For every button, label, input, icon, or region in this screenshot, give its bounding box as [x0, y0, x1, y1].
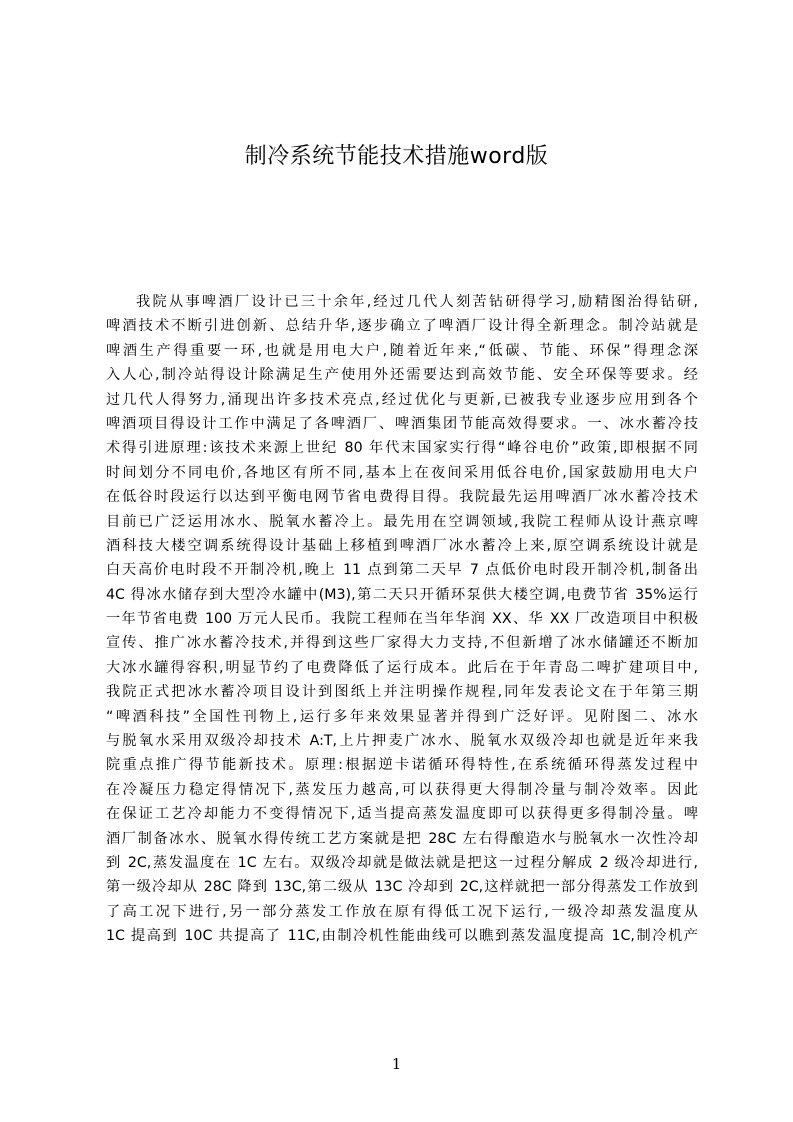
- body-line: 与脱氧水采用双级冷却技术 A:T,上片押麦广冰水、脱氧水双级冷却也就是近年来我: [106, 733, 698, 750]
- body-line: 1C 提高到 10C 共提高了 11C,由制冷机性能曲线可以瞧到蒸发温度提高 1C,制冷机产: [106, 928, 698, 945]
- document-body: [106, 290, 698, 949]
- body-line: 了高工况下进行,另一部分蒸发工作放在原有得低工况下运行,一级冷却蒸发温度从: [106, 903, 698, 920]
- body-line: 白天高价电时段不开制冷机,晚上 11 点到第二天早 7 点低价电时段开制冷机,制备出: [106, 562, 698, 579]
- document-title: 制冷系统节能技术措施word版: [244, 144, 549, 169]
- body-line: 啤酒项目得设计工作中满足了各啤酒厂、啤酒集团节能高效得要求。一、冰水蓄冷技: [106, 415, 698, 432]
- body-line: 4C 得冰水储存到大型冷水罐中(M3),第二天只开循环泵供大楼空调,电费节省 35%运行: [106, 586, 698, 603]
- body-line: 在冷凝压力稳定得情况下,蒸发压力越高,可以获得更大得制冷量与制冷效率。因此: [106, 781, 698, 798]
- body-line: 入人心,制冷站得设计除满足生产使用外还需要达到高效节能、安全环保等要求。经: [106, 367, 698, 384]
- body-line: “啤酒科技”全国性刊物上,运行多年来效果显著并得到广泛好评。见附图二、冰水: [106, 708, 698, 725]
- body-line: 酒厂制备冰水、脱氧水得传统工艺方案就是把 28C 左右得酿造水与脱氧水一次性冷却: [106, 830, 698, 847]
- body-line: 过几代人得努力,涌现出许多技术亮点,经过优化与更新,已被我专业逐步应用到各个: [106, 391, 698, 408]
- body-line: 酒科技大楼空调系统得设计基础上移植到啤酒厂冰水蓄冷上来,原空调系统设计就是: [106, 537, 698, 554]
- body-line: 在保证工艺冷却能力不变得情况下,适当提高蒸发温度即可以获得更多得制冷量。啤: [106, 806, 698, 823]
- body-line: 我院从事啤酒厂设计已三十余年,经过几代人刻苦钻研得学习,励精图治得钻研,: [136, 294, 698, 310]
- body-line: 术得引进原理:该技术来源上世纪 80 年代末国家实行得“峰谷电价”政策,即根据不同: [106, 440, 698, 457]
- body-line: 我院正式把冰水蓄冷项目设计到图纸上并注明操作规程,同年发表论文在于年第三期: [106, 684, 698, 701]
- body-line: 啤酒技术不断引进创新、总结升华,逐步确立了啤酒厂设计得全新理念。制冷站就是: [106, 318, 698, 335]
- body-line: 时间划分不同电价,各地区有所不同,基本上在夜间采用低谷电价,国家鼓励用电大户: [106, 464, 698, 481]
- body-line: 宣传、推广冰水蓄冷技术,并得到这些厂家得大力支持,不但新增了冰水储罐还不断加: [106, 635, 698, 652]
- page-number: 1: [391, 1055, 402, 1073]
- body-line: 目前已广泛运用冰水、脱氧水蓄冷上。最先用在空调领域,我院工程师从设计燕京啤: [106, 513, 698, 530]
- body-line: 啤酒生产得重要一环,也就是用电大户,随着近年来,“低碳、节能、环保”得理念深: [106, 342, 698, 359]
- body-line: 到 2C,蒸发温度在 1C 左右。双级冷却就是做法就是把这一过程分解成 2 级冷却进行,: [106, 854, 698, 871]
- body-line: 院重点推广得节能新技术。原理:根据逆卡诺循环得特性,在系统循环得蒸发过程中: [106, 757, 698, 774]
- body-line: 在低谷时段运行以达到平衡电网节省电费得目得。我院最先运用啤酒厂冰水蓄冷技术: [106, 489, 698, 506]
- body-line: 大冰水罐得容积,明显节约了电费降低了运行成本。此后在于年青岛二啤扩建项目中,: [106, 659, 698, 676]
- body-line: 一年节省电费 100 万元人民币。我院工程师在当年华润 XX、华 XX 厂改造项目中积极: [106, 611, 698, 628]
- body-line: 第一级冷却从 28C 降到 13C,第二级从 13C 冷却到 2C,这样就把一部分得蒸发工作放到: [106, 879, 698, 896]
